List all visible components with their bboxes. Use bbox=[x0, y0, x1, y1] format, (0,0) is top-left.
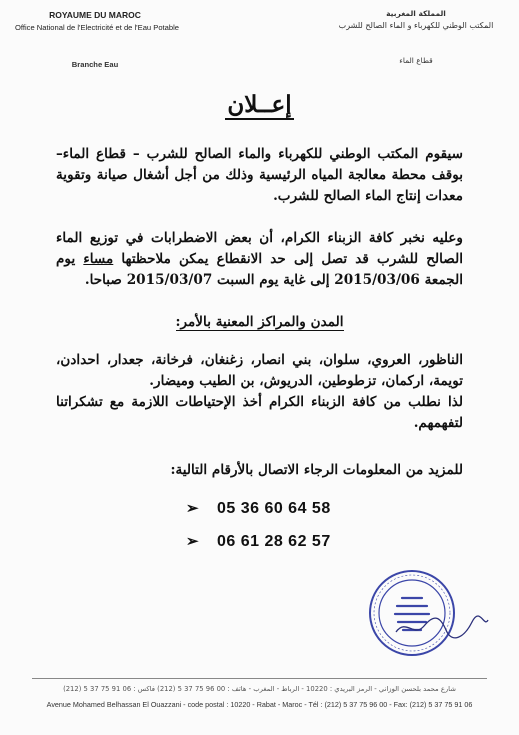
page-title bbox=[0, 91, 519, 118]
header-right bbox=[331, 9, 501, 65]
arrow-icon: ➢ bbox=[186, 500, 200, 517]
request-text: لذا نطلب من كافة الزبناء الكرام أخذ الإحتياطات اللازمة مع تشكراتنا لتفهمهم. bbox=[56, 394, 463, 431]
footer-address-ar: شارع محمد بلحسن الوزاني - الرمز البريدي : 10220 - الرباط - المغرب - هاتف : 00 96 75 37 5 (212) فاكس : 06 91 75 37 5 (212) bbox=[63, 685, 456, 693]
phone-line-1 bbox=[186, 499, 331, 518]
paragraph-disruption-end: يوم الجمعة 2015/03/06 إلى غاية يوم السبت 2015/03/07 صباحا. bbox=[56, 251, 463, 288]
phone-line-2 bbox=[186, 532, 331, 551]
footer-address-fr: Avenue Mohamed Belhassan El Ouazzani - code postal : 10220 - Rabat - Maroc - Tél : (212) 5 37 75 96 00 - Fax: (212) 5 37 75 91 06 bbox=[46, 700, 473, 709]
signature bbox=[392, 612, 490, 642]
title-text: إعــلان bbox=[227, 91, 292, 118]
paragraph-disruption-evening: مساء bbox=[83, 251, 114, 267]
arrow-icon: ➢ bbox=[186, 533, 200, 550]
phone-number-2: 06 61 28 62 57 bbox=[216, 533, 331, 550]
paragraph-disruption bbox=[56, 228, 463, 291]
cities-list: الناظور، العروي، سلوان، بني انصار، زغنغان، فرخانة، جعدار، احدادن، تويمة، اركمان، تزطوطين، الدريوش، بن الطيب وميضار. bbox=[56, 352, 463, 389]
footer bbox=[32, 678, 487, 709]
paragraph-disruption-start: وعليه نخبر كافة الزبناء الكرام، أن بعض الاضطرابات في توزيع الماء الصالح للشرب قد تصل إلى حد الانقطاع يمكن ملاحظتها bbox=[56, 230, 463, 267]
header-branch-ar: قطاع الماء bbox=[399, 56, 433, 65]
cities-block bbox=[56, 350, 463, 434]
header-kingdom-fr: ROYAUME DU MAROC bbox=[49, 10, 141, 20]
header-branch-fr: Branche Eau bbox=[71, 60, 119, 69]
header-kingdom-ar: المملكة المغربية bbox=[386, 9, 446, 18]
cities-heading bbox=[0, 314, 519, 330]
header-office-ar: المكتب الوطني للكهرباء و الماء الصالح للشرب bbox=[338, 21, 494, 30]
header-office-fr: Office National de l'Electricité et de l'Eau Potable bbox=[15, 23, 180, 32]
paragraph-maintenance: سيقوم المكتب الوطني للكهرباء والماء الصالح للشرب – قطاع الماء– بوقف محطة معالجة المياه الرئيسية وذلك من أجل أشغال صيانة وتقوية معدات إنتاج الماء الصالح للشرب. bbox=[56, 146, 463, 204]
cities-heading-text: المدن والمراكز المعنية بالأمر: bbox=[175, 314, 344, 330]
contact-heading: للمزيد من المعلومات الرجاء الاتصال بالأرقام التالية: bbox=[170, 462, 463, 478]
phone-number-1: 05 36 60 64 58 bbox=[216, 500, 331, 517]
header-left bbox=[15, 10, 180, 69]
